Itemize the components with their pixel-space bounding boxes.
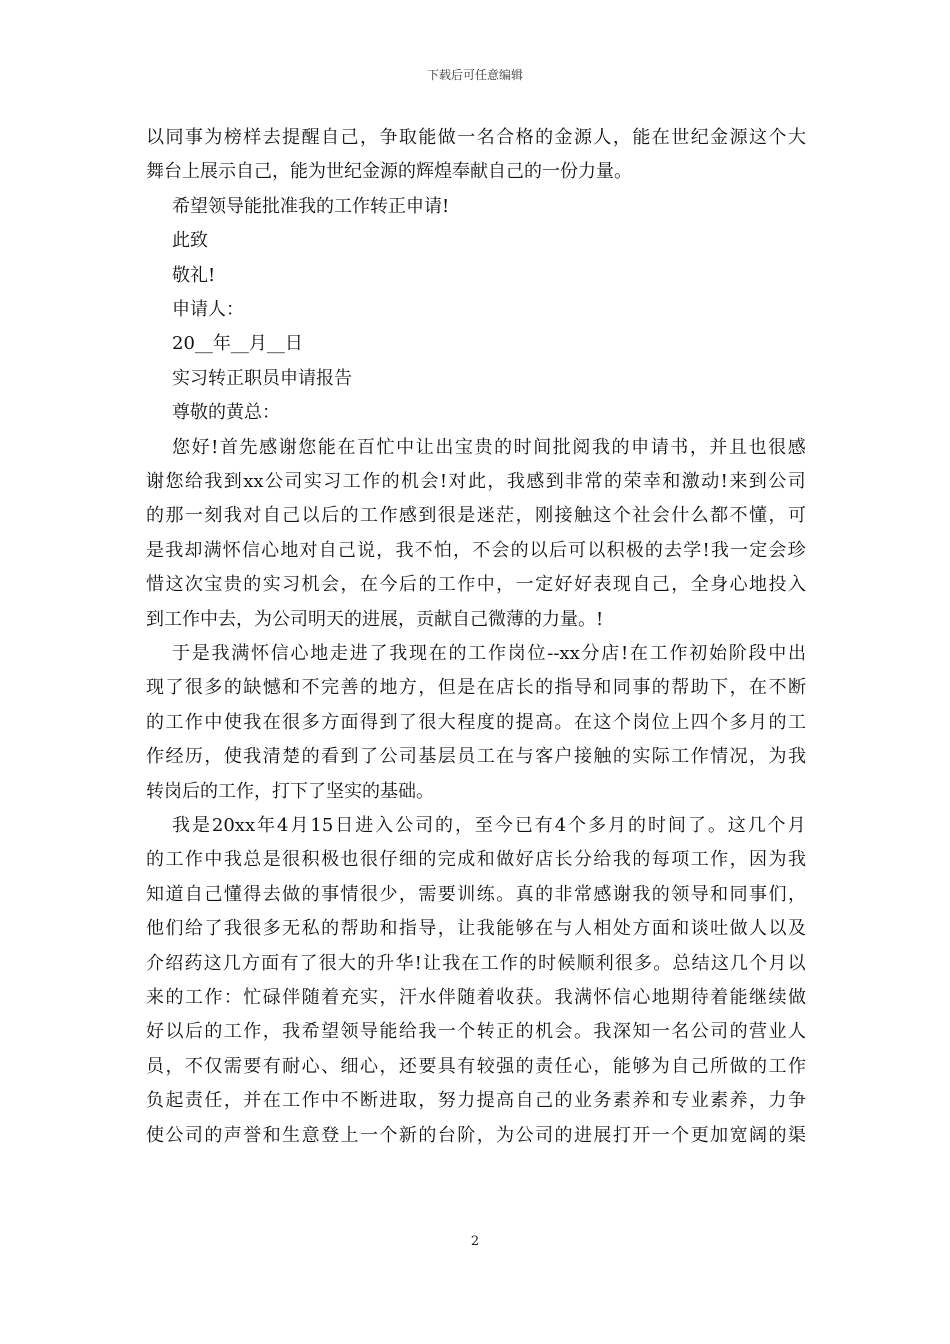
text-line: 您 好 ! 首 先 感 谢 您 能 在 百 忙 中 让 出 宝 贵 的 时 间 批 阅 我 的 申 请 书 ， 并 且 也 很 感 — [172, 436, 806, 458]
text-line: 现 了 很 多 的 缺 憾 和 不 完 善 的 地 方 ， 但 是 在 店 长 的 指 导 和 同 事 的 帮 助 下 ， 在 不 断 — [146, 677, 806, 699]
text-line: 是 我 却 满 怀 信 心 地 对 自 己 说 ， 我 不 怕 ， 不 会 的 以 后 可 以 积 极 的 去 学 ! 我 一 定 会 珍 — [146, 539, 806, 561]
text-line: 好 以 后 的 工 作 ， 我 希 望 领 导 能 给 我 一 个 转 正 的 机 会 。 我 深 知 一 名 公 司 的 营 业 人 — [146, 1021, 806, 1043]
text-line: 他 们 给 了 我 很 多 无 私 的 帮 助 和 指 导 ， 让 我 能 够 在 与 人 相 处 方 面 和 谈 吐 做 人 以 及 — [146, 918, 806, 940]
text-line: 知 道 自 己 懂 得 去 做 的 事 情 很 少 ， 需 要 训 练 。 真 的 非 常 感 谢 我 的 领 导 和 同 事 们 ， — [146, 883, 806, 905]
text-line: 此致 — [172, 230, 208, 252]
text-line: 敬礼! — [172, 264, 216, 286]
text-line: 的 那 一 刻 我 对 自 己 以 后 的 工 作 感 到 很 是 迷 茫 ， 刚 接 触 这 个 社 会 什 么 都 不 懂 ， 可 — [146, 505, 806, 527]
text-line: 谢 您 给 我 到 xx 公 司 实 习 工 作 的 机 会 ! 对 此 ， 我 感 到 非 常 的 荣 幸 和 激 动 ! 来 到 公 司 — [146, 471, 806, 492]
text-line: 到工作中去，为公司明天的进展，贡献自己微薄的力量。! — [146, 608, 604, 630]
text-line: 来 的 工 作 ： 忙 碌 伴 随 着 充 实 ， 汗 水 伴 随 着 收 获 。 我 满 怀 信 心 地 期 待 着 能 继 续 做 — [146, 987, 806, 1008]
text-line: 申请人： — [172, 299, 244, 320]
text-line: 负 起 责 任 ， 并 在 工 作 中 不 断 进 取 ， 努 力 提 高 自 己 的 业 务 素 养 和 专 业 素 养 ， 力 争 — [146, 1090, 806, 1112]
text-line: 我 是 20xx 年 4 月 15 日 进 入 公 司 的 ， 至 今 已 有 4 个 多 月 的 时 间 了 。 这 几 个 月 — [172, 815, 806, 836]
text-line: 20__年__月__日 — [172, 333, 303, 355]
text-line: 于 是 我 满 怀 信 心 地 走 进 了 我 现 在 的 工 作 岗 位 --xx 分 店 ! 在 工 作 初 始 阶 段 中 出 — [172, 643, 806, 664]
page-header: 下载后可任意编辑 — [426, 68, 523, 82]
text-line: 的 工 作 中 我 总 是 很 积 极 也 很 仔 细 的 完 成 和 做 好 店 长 分 给 我 的 每 项 工 作 ， 因 为 我 — [146, 849, 806, 871]
text-line: 使 公 司 的 声 誉 和 生 意 登 上 一 个 新 的 台 阶 ， 为 公 司 的 进 展 打 开 一 个 更 加 宽 阔 的 渠 — [146, 1124, 806, 1146]
text-line: 员 ， 不 仅 需 要 有 耐 心 、 细 心 ， 还 要 具 有 较 强 的 责 任 心 ， 能 够 为 自 己 所 做 的 工 作 — [146, 1055, 806, 1077]
text-line: 实习转正职员申请报告 — [172, 367, 352, 389]
text-line: 转岗后的工作，打下了坚实的基础。 — [146, 780, 434, 802]
page-number: 2 — [470, 1234, 480, 1249]
text-line: 以 同 事 为 榜 样 去 提 醒 自 己 ， 争 取 能 做 一 名 合 格 的 金 源 人 ， 能 在 世 纪 金 源 这 个 大 — [146, 127, 806, 148]
text-line: 作 经 历 ， 使 我 清 楚 的 看 到 了 公 司 基 层 员 工 在 与 客 户 接 触 的 实 际 工 作 情 况 ， 为 我 — [146, 746, 806, 768]
text-line: 介 绍 药 这 几 方 面 有 了 很 大 的 升 华 ! 让 我 在 工 作 的 时 候 顺 利 很 多 。 总 结 这 几 个 月 以 — [146, 952, 806, 974]
text-line: 的 工 作 中 使 我 在 很 多 方 面 得 到 了 很 大 程 度 的 提 高 。 在 这 个 岗 位 上 四 个 多 月 的 工 — [146, 711, 806, 733]
text-line: 惜 这 次 宝 贵 的 实 习 机 会 ， 在 今 后 的 工 作 中 ， 一 定 好 好 表 现 自 己 ， 全 身 心 地 投 入 — [146, 574, 806, 596]
text-line: 希望领导能批准我的工作转正申请! — [172, 195, 450, 217]
text-line: 舞台上展示自己，能为世纪金源的辉煌奉献自己的一份力量。 — [146, 161, 632, 183]
text-line: 尊敬的黄总： — [172, 402, 280, 424]
